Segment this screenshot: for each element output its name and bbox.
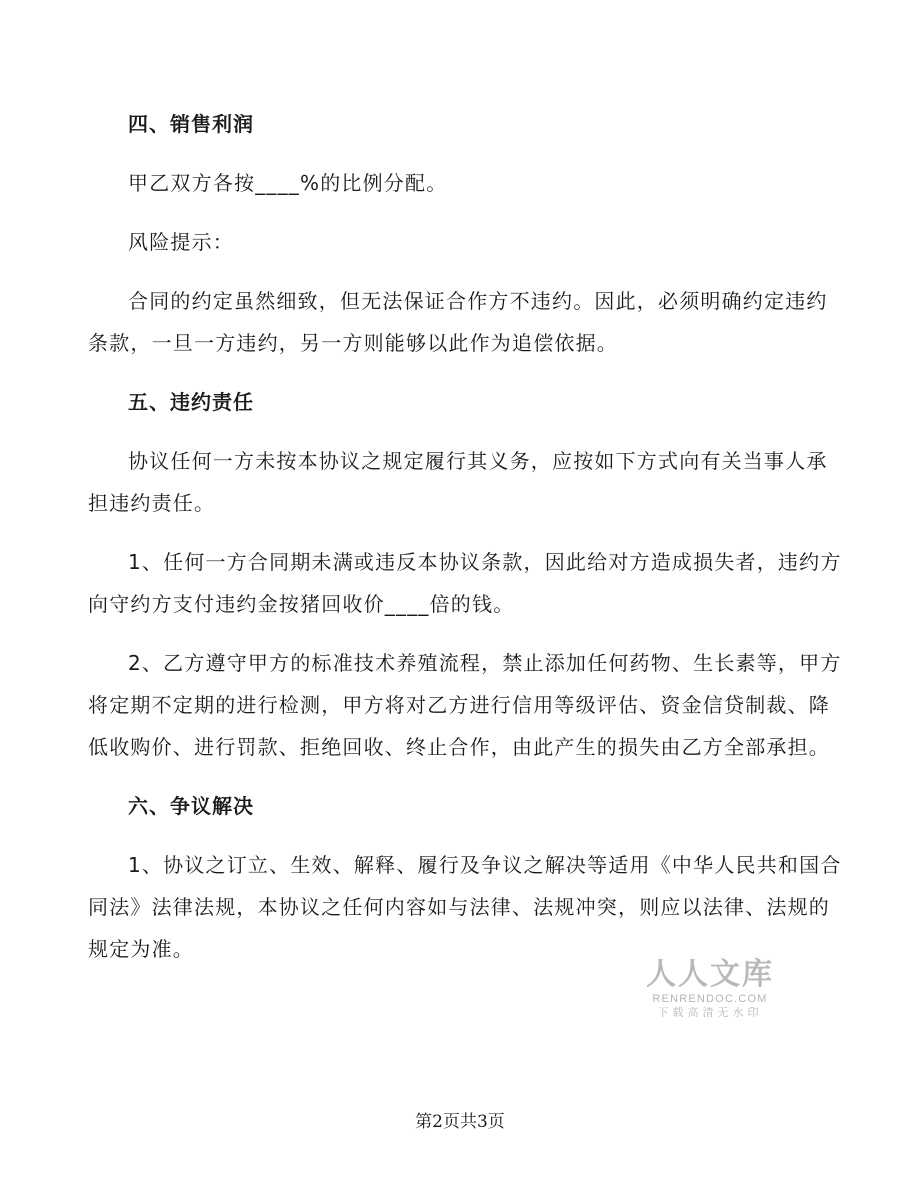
paragraph-line: 担违约责任。 [88, 491, 216, 515]
watermark-logo [640, 958, 780, 1020]
paragraph-line: 协议任何一方未按本协议之规定履行其义务，应按如下方式向有关当事人承 [128, 449, 828, 473]
paragraph-line: 同法》法律法规，本协议之任何内容如与法律、法规冲突，则应以法律、法规的 [88, 895, 830, 919]
watermark-subtitle: 下载高清无水印 [657, 1006, 763, 1019]
paragraph-line: 向守约方支付违约金按猪回收价____倍的钱。 [88, 592, 515, 616]
page-indicator: 第2页共3页 [415, 1112, 505, 1132]
paragraph-line: 1、协议之订立、生效、解释、履行及争议之解决等适用《中华人民共和国合 [128, 853, 842, 877]
paragraph-line: 甲乙双方各按____%的比例分配。 [128, 171, 448, 195]
section-heading: 六、争议解决 [128, 794, 254, 818]
watermark-url: RENRENDOC.COM [652, 993, 768, 1005]
paragraph-line: 将定期不定期的进行检测，甲方将对乙方进行信用等级评估、资金信贷制裁、降 [88, 693, 830, 717]
paragraph-line: 低收购价、进行罚款、拒绝回收、终止合作，由此产生的损失由乙方全部承担。 [88, 735, 830, 759]
paragraph-line: 规定为准。 [88, 937, 194, 961]
watermark-title: 人人文库 [646, 957, 774, 992]
risk-label: 风险提示： [128, 230, 234, 254]
paragraph-line: 合同的约定虽然细致，但无法保证合作方不违约。因此，必须明确约定违约 [128, 289, 828, 313]
paragraph-line: 2、乙方遵守甲方的标准技术养殖流程，禁止添加任何药物、生长素等，甲方 [128, 651, 842, 675]
section-heading: 四、销售利润 [128, 112, 254, 136]
paragraph-line: 1、任何一方合同期未满或违反本协议条款，因此给对方造成损失者，违约方 [128, 550, 842, 574]
section-heading: 五、违约责任 [128, 390, 254, 414]
paragraph-line: 条款，一旦一方违约，另一方则能够以此作为追偿依据。 [88, 331, 618, 355]
